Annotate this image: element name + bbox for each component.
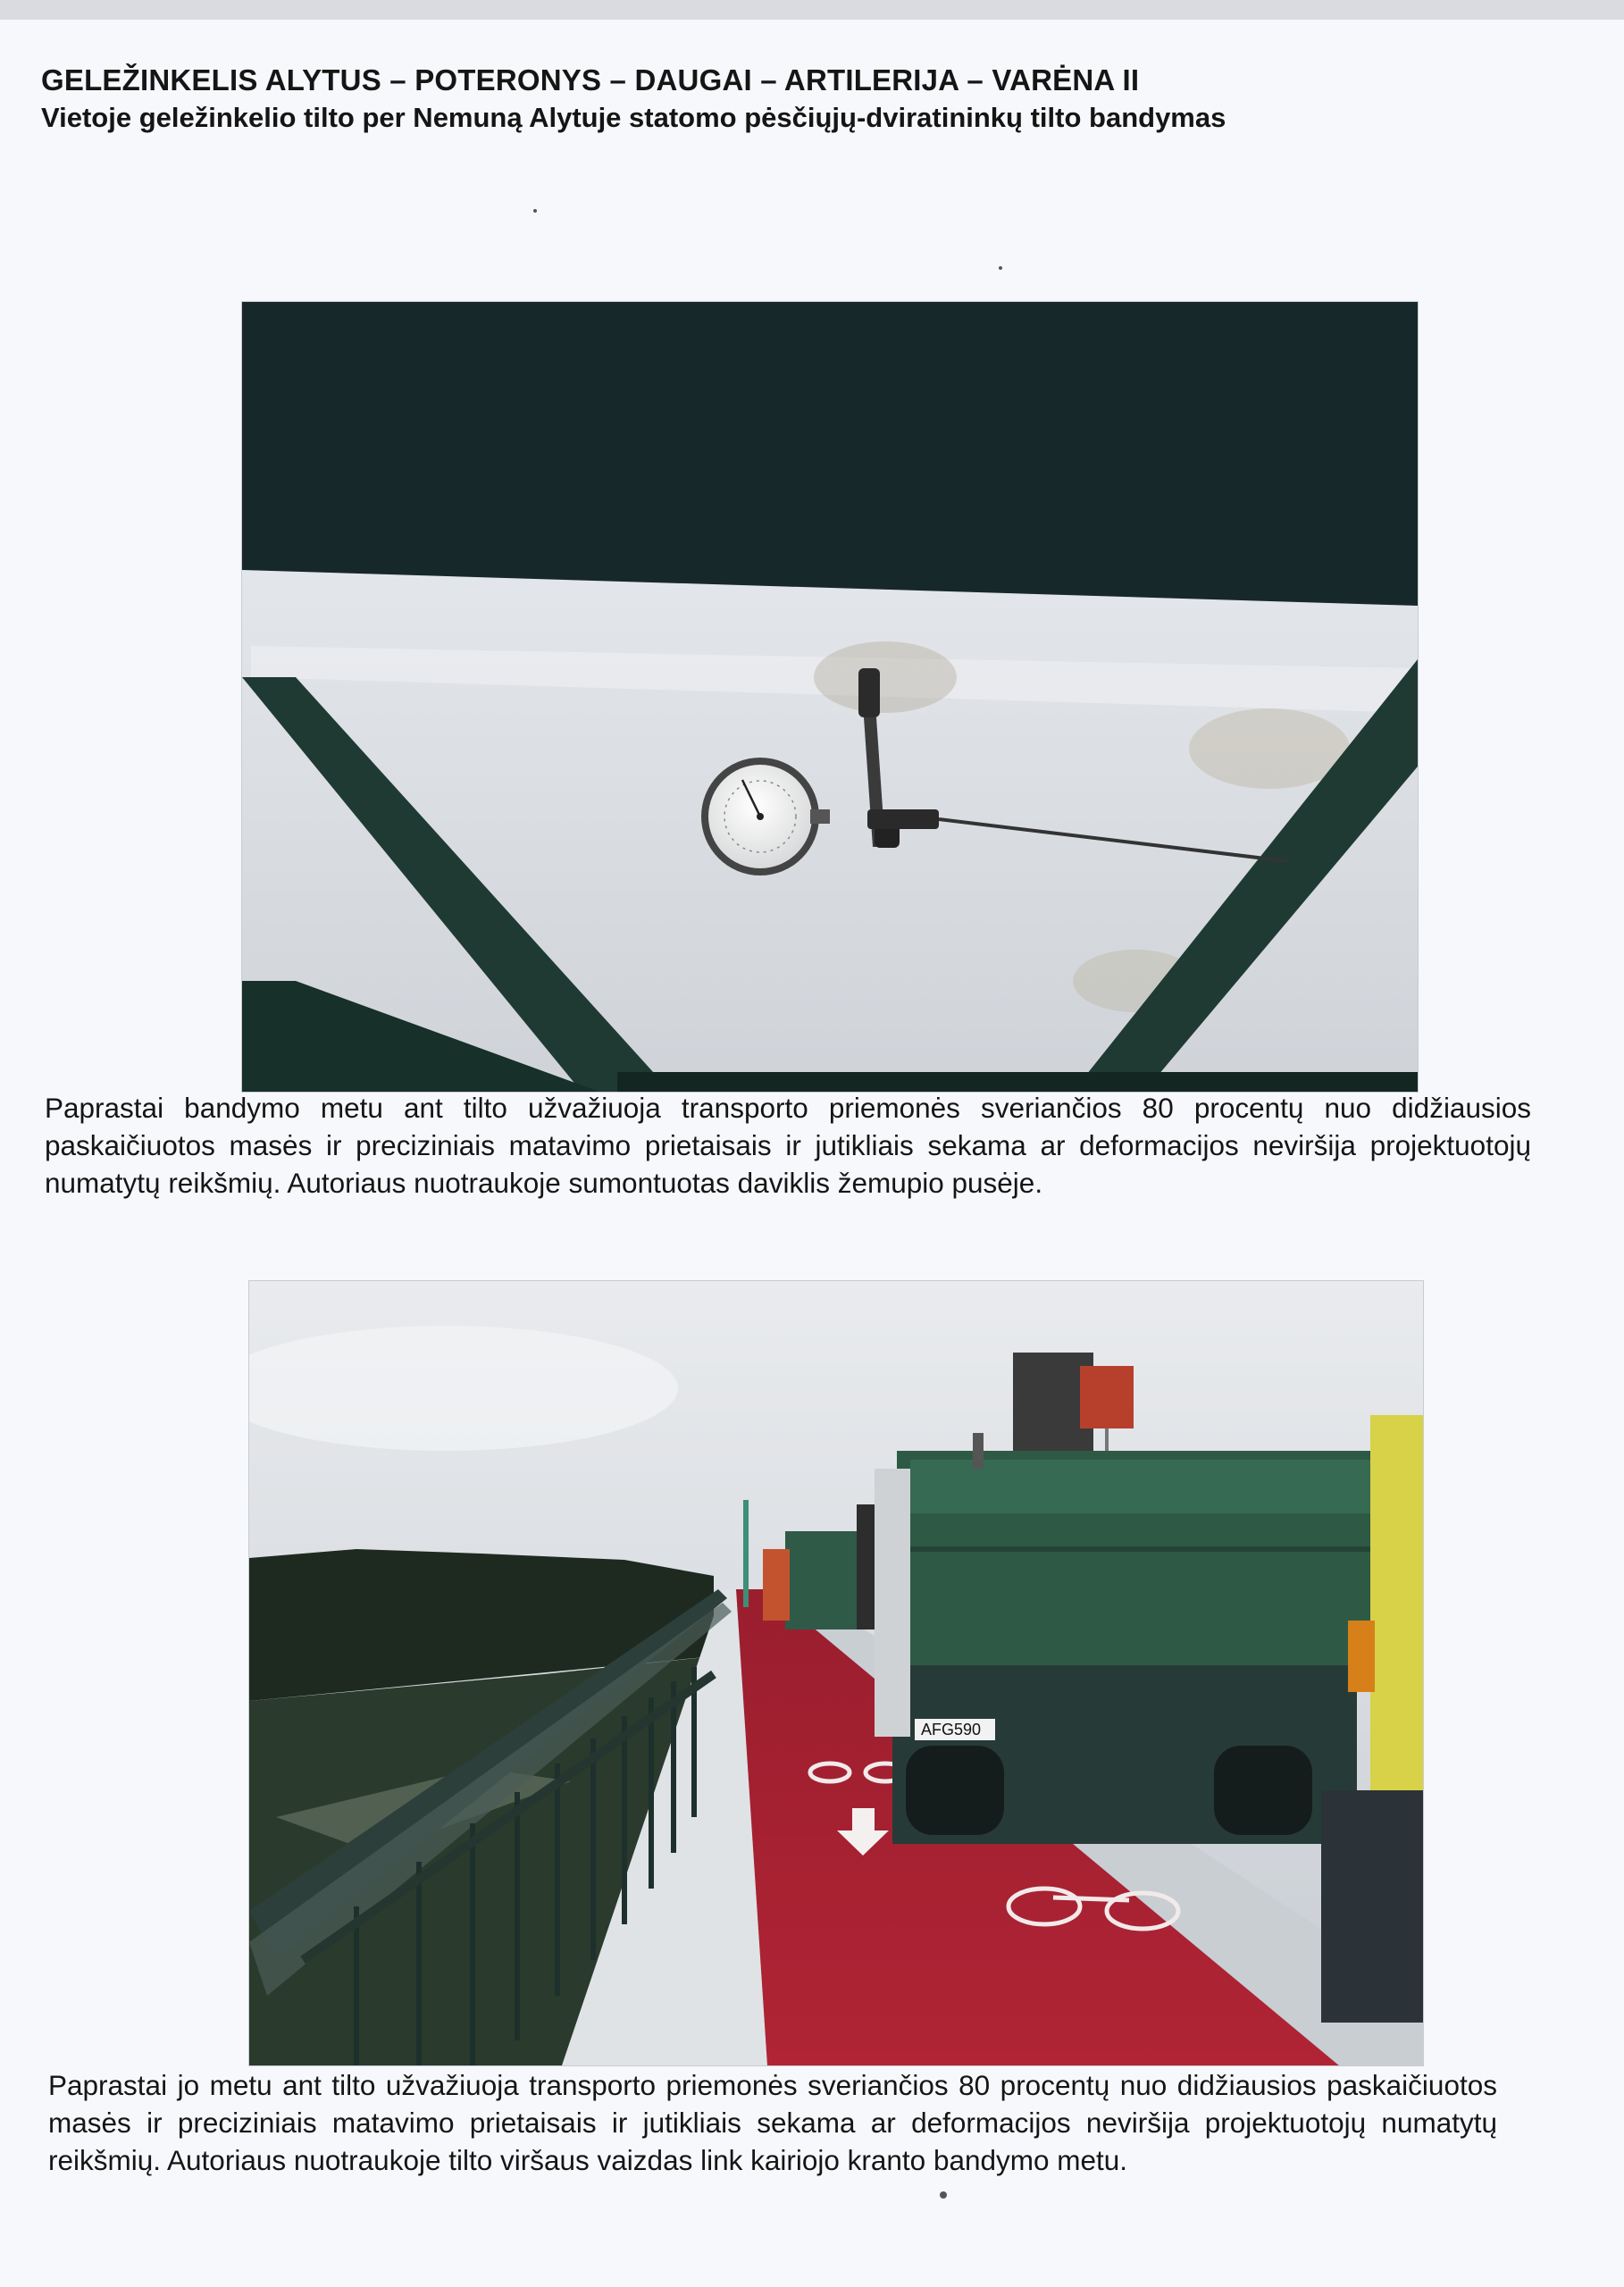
photo-bridge-trucks [249,1281,1423,2065]
scan-speck [940,2191,947,2199]
photo-dial-gauge-caption: Paprastai bandymo metu ant tilto užvažiuoja transporto priemonės sveriančios 80 procentų nuo didžiausios paskaičiuotos masės ir preciziniais matavimo prietaisais ir jutikliais sekama ar deformacijos neviršija projektuotojų numatytų reikšmių. Autoriaus nuotraukoje sumontuotas daviklis žemupio pusėje. [45,1092,1531,1199]
document-subtitle: Vietoje geležinkelio tilto per Nemuną Alytuje statomo pėsčiųjų-dviratininkų tilto bandymas [41,102,1226,133]
license-plate-text: AFG590 [921,1721,982,1738]
photo-bridge-trucks-image [249,1281,1423,2065]
scan-speck [533,209,537,213]
document-title: GELEŽINKELIS ALYTUS – POTERONYS – DAUGAI – ARTILERIJA – VARĖNA II [41,63,1140,96]
photo-dial-gauge [242,302,1418,1092]
document-heading [41,61,1578,136]
photo-dial-gauge-image [242,302,1418,1092]
photo-bridge-trucks-caption: Paprastai jo metu ant tilto užvažiuoja transporto priemonės sveriančios 80 procentų nuo didžiausios paskaičiuotos masės ir preciziniais matavimo prietaisais ir jutikliais sekama ar deformacijos neviršija projektuotojų numatytų reikšmių. Autoriaus nuotraukoje tilto viršaus vaizdas link kairiojo kranto bandymo metu. [48,2069,1497,2176]
scan-speck [999,266,1002,270]
